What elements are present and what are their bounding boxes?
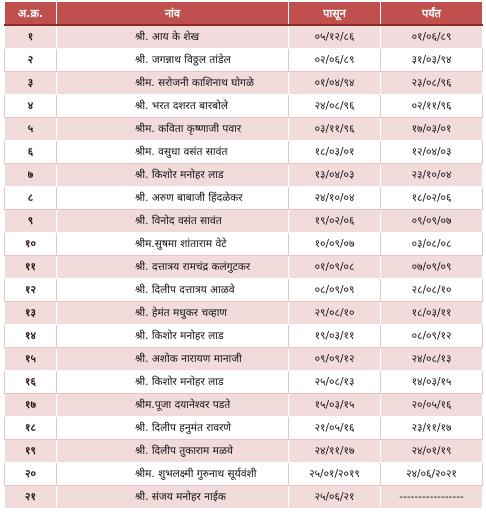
- table-row: [5, 302, 483, 325]
- name-cell: श्री. किशोर मनोहर लाड: [57, 164, 289, 187]
- table-header-row: [5, 2, 483, 26]
- name-cell: श्रीम.पूजा दयानेश्वर पडते: [57, 394, 289, 417]
- table-row: [5, 95, 483, 118]
- serial-number-cell: ९: [5, 210, 57, 233]
- name-cell: श्री. अशोक नारायण मानाजी: [57, 348, 289, 371]
- table-body: [5, 25, 483, 509]
- from-date-cell: २५/०१/२०१९: [289, 463, 381, 486]
- from-date-cell: २४/११/१७: [289, 440, 381, 463]
- table-row: [5, 463, 483, 486]
- name-cell: श्री. किशोर मनोहर लाड: [57, 325, 289, 348]
- table-row: [5, 164, 483, 187]
- serial-number-cell: १९: [5, 440, 57, 463]
- to-date-cell: २४/०६/२०२१: [381, 463, 483, 486]
- from-date-cell: ०१/०९/०८: [289, 256, 381, 279]
- from-date-cell: १९/०२/०६: [289, 210, 381, 233]
- table-row: [5, 440, 483, 463]
- name-cell: श्री. अरुण बाबाजी हिंदळेकर: [57, 187, 289, 210]
- from-date-cell: २५/०६/२१: [289, 486, 381, 509]
- name-cell: श्री. दत्तात्रय रामचंद्र कलंगुटकर: [57, 256, 289, 279]
- name-cell: श्रीम. वसुधा वसंत सावंत: [57, 141, 289, 164]
- name-cell: श्रीम. सरोजनी काशिनाथ घोगळे: [57, 72, 289, 95]
- from-date-cell: १०/०९/०७: [289, 233, 381, 256]
- serial-number-cell: ७: [5, 164, 57, 187]
- from-date-cell: २४/१०/०४: [289, 187, 381, 210]
- table-row: [5, 371, 483, 394]
- from-date-cell: २५/०८/१३: [289, 371, 381, 394]
- from-date-cell: ०१/०४/९४: [289, 72, 381, 95]
- table-row: [5, 141, 483, 164]
- name-cell: श्री. भरत दशरत बारबोले: [57, 95, 289, 118]
- table-row: [5, 210, 483, 233]
- serial-number-cell: ६: [5, 141, 57, 164]
- from-date-cell: ०८/०९/०९: [289, 279, 381, 302]
- name-cell: श्री. विनोद वसंत सावंत: [57, 210, 289, 233]
- table-row: [5, 394, 483, 417]
- serial-number-cell: ८: [5, 187, 57, 210]
- header-name: नांव: [57, 2, 289, 26]
- to-date-cell: २०/०५/१६: [381, 394, 483, 417]
- to-date-cell: ०३/०८/०८: [381, 233, 483, 256]
- table-row: [5, 486, 483, 509]
- to-date-cell: ३१/०३/९४: [381, 49, 483, 72]
- serial-number-cell: १८: [5, 417, 57, 440]
- to-date-cell: ०८/०९/१२: [381, 325, 483, 348]
- table-row: [5, 118, 483, 141]
- name-cell: श्री. दिलीप दत्तात्रय आळवे: [57, 279, 289, 302]
- serial-number-cell: ११: [5, 256, 57, 279]
- header-from-date: पासून: [289, 2, 381, 26]
- table-row: [5, 279, 483, 302]
- serial-number-cell: १७: [5, 394, 57, 417]
- name-cell: श्री. आय के शेख: [57, 25, 289, 49]
- from-date-cell: १८/०३/०१: [289, 141, 381, 164]
- from-date-cell: २९/०८/१०: [289, 302, 381, 325]
- table-row: [5, 417, 483, 440]
- to-date-cell: १२/०४/०३: [381, 141, 483, 164]
- name-cell: श्री. जगन्नाथ विठ्ठल तांडेल: [57, 49, 289, 72]
- from-date-cell: ०२/०६/८९: [289, 49, 381, 72]
- name-cell: श्रीम.सुषमा शांताराम वेटे: [57, 233, 289, 256]
- serial-number-cell: १: [5, 25, 57, 49]
- table-row: [5, 49, 483, 72]
- to-date-cell: ०२/११/९६: [381, 95, 483, 118]
- to-date-cell: ०७/०९/०९: [381, 256, 483, 279]
- name-cell: श्री. दिलीप तुकाराम मळये: [57, 440, 289, 463]
- name-cell: श्री. हेमंत मधुकर चव्हाण: [57, 302, 289, 325]
- to-date-cell: १४/०३/१५: [381, 371, 483, 394]
- from-date-cell: ०९/०९/१२: [289, 348, 381, 371]
- serial-number-cell: ५: [5, 118, 57, 141]
- officers-table: [4, 1, 483, 509]
- to-date-cell: २३/११/१७: [381, 417, 483, 440]
- serial-number-cell: २०: [5, 463, 57, 486]
- table-row: [5, 325, 483, 348]
- from-date-cell: २४/०८/९६: [289, 95, 381, 118]
- header-serial-number: अ.क्र.: [5, 2, 57, 26]
- to-date-cell: २३/१०/०४: [381, 164, 483, 187]
- to-date-cell: २४/०१/१९: [381, 440, 483, 463]
- to-date-cell: ०९/०९/०७: [381, 210, 483, 233]
- table-row: [5, 233, 483, 256]
- table-row: [5, 256, 483, 279]
- to-date-cell: २८/०८/१०: [381, 279, 483, 302]
- to-date-cell: १८/०३/११: [381, 302, 483, 325]
- serial-number-cell: १३: [5, 302, 57, 325]
- table-row: [5, 348, 483, 371]
- serial-number-cell: २: [5, 49, 57, 72]
- from-date-cell: २१/०५/१६: [289, 417, 381, 440]
- to-date-cell: १८/०२/०६: [381, 187, 483, 210]
- table-row: [5, 187, 483, 210]
- header-to-date: पर्यंत: [381, 2, 483, 26]
- name-cell: श्री. दिलीप हनुमंत रावरणे: [57, 417, 289, 440]
- from-date-cell: ०३/११/९६: [289, 118, 381, 141]
- name-cell: श्री. किशोर मनोहर लाड: [57, 371, 289, 394]
- to-date-cell: २४/०८/१३: [381, 348, 483, 371]
- name-cell: श्रीम. शुभलक्ष्मी गुरुनाथ सूर्यवंशी: [57, 463, 289, 486]
- from-date-cell: १९/०३/११: [289, 325, 381, 348]
- serial-number-cell: १४: [5, 325, 57, 348]
- to-date-cell: २३/०८/९६: [381, 72, 483, 95]
- table-row: [5, 25, 483, 49]
- serial-number-cell: १६: [5, 371, 57, 394]
- to-date-cell: -----------------: [381, 486, 483, 509]
- name-cell: श्रीम. कविता कृष्णाजी पवार: [57, 118, 289, 141]
- serial-number-cell: १५: [5, 348, 57, 371]
- to-date-cell: ०१/०६/८९: [381, 25, 483, 49]
- serial-number-cell: ४: [5, 95, 57, 118]
- from-date-cell: १३/०४/०३: [289, 164, 381, 187]
- officers-table-container: [4, 1, 482, 509]
- table-row: [5, 72, 483, 95]
- from-date-cell: ०५/१२/८६: [289, 25, 381, 49]
- serial-number-cell: ३: [5, 72, 57, 95]
- serial-number-cell: १२: [5, 279, 57, 302]
- to-date-cell: १७/०३/०१: [381, 118, 483, 141]
- serial-number-cell: २१: [5, 486, 57, 509]
- from-date-cell: १५/०३/१५: [289, 394, 381, 417]
- serial-number-cell: १०: [5, 233, 57, 256]
- name-cell: श्री. संजय मनोहर नाईक: [57, 486, 289, 509]
